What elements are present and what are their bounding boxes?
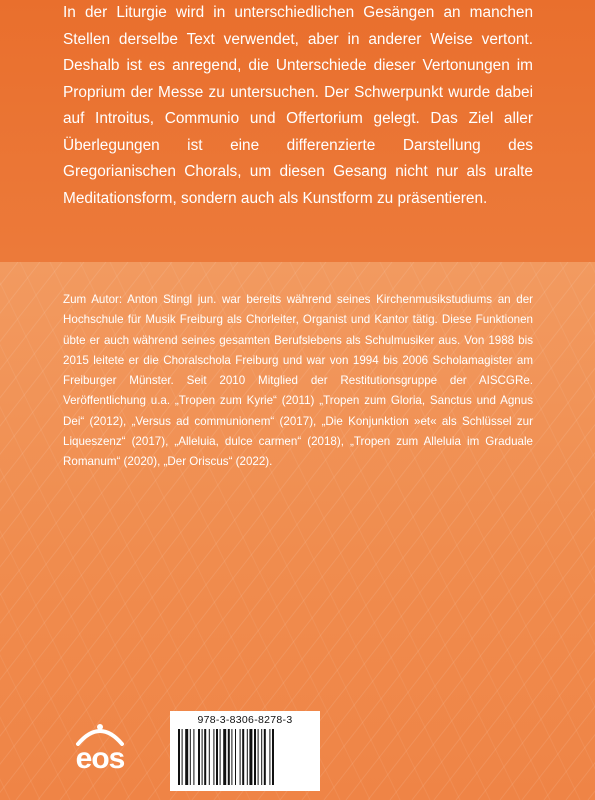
book-blurb: In der Liturgie wird in unterschiedlichen Gesängen an manchen Stellen derselbe Text verwendet, aber in anderer Weise vertont. Deshalb ist es anregend, die Unterschiede dieser Vertonungen im Proprium der Messe zu untersuchen. Der Schwerpunkt wurde dabei auf Introitus, Communio und Offertorium gelegt. Das Ziel aller Überlegungen ist eine differenzierte Darstellung des Gregorianischen Chorals, um diesen Gesang nicht nur als uralte Meditationsform, sondern auch als Kunstform zu präsentieren.: [63, 4, 533, 207]
isbn-barcode-box: [170, 711, 320, 791]
author-bio: Zum Autor: Anton Stingl jun. war bereits während seines Kirchenmusikstudiums an der Hochschule für Musik Freiburg als Chorleiter, Organist und Kantor tätig. Diese Funktionen übte er auch während seines gesamten Berufslebens als Schulmusiker aus. Von 1988 bis 2015 leitete er die Choralschola Freiburg und war von 1994 bis 2006 Scholamagister am Freiburger Münster. Seit 2010 Mitglied der Restitutionsgruppe der AISCGRe. Veröffentlichung u.a. „Tropen zum Kyrie“ (2011) „Tropen zum Gloria, Sanctus und Agnus Dei“ (2012), „Versus ad communionem“ (2017), „Die Konjunktion »et« als Schlüssel zur Liqueszenz“ (2017), „Alleluia, dulce carmen“ (2018), „Tropen zum Alleluia im Graduale Romanum“ (2020), „Der Oriscus“ (2022).: [63, 293, 533, 469]
publisher-logo-text: eos: [75, 742, 125, 775]
publisher-logo: [70, 722, 130, 784]
isbn-number: 978-3-8306-8278-3: [197, 714, 293, 726]
barcode-icon: [176, 729, 314, 787]
